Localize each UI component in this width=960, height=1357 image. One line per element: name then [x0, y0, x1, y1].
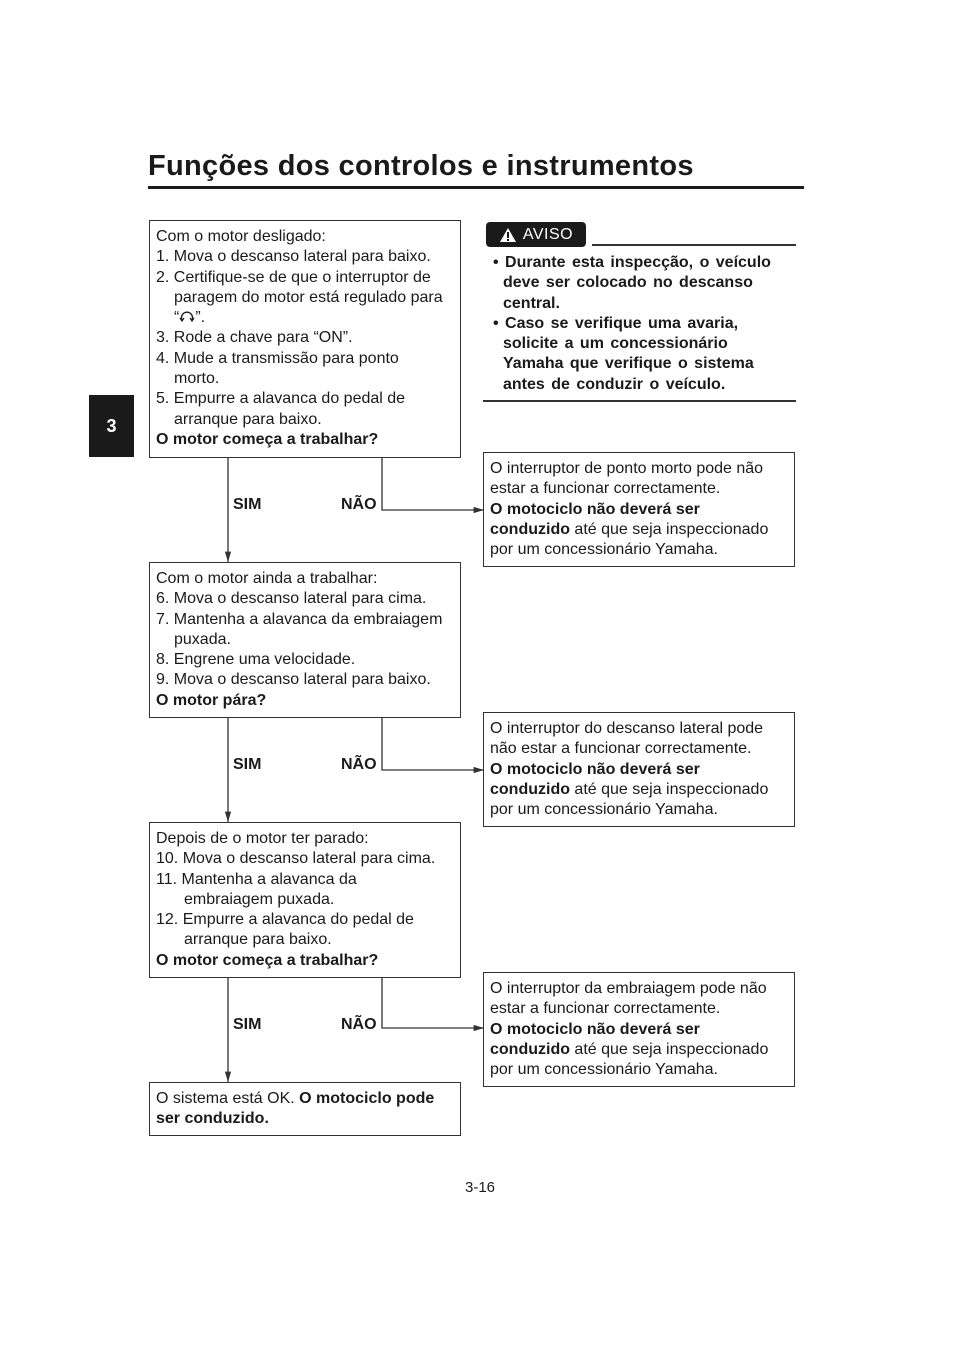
step-item-4-cont: morto. [174, 370, 220, 388]
warning-label: AVISO [522, 225, 574, 243]
step-question: O motor pára? [156, 691, 267, 709]
no-connector-2 [382, 717, 484, 770]
step-item-9: 9. Mova o descanso lateral para baixo. [156, 671, 431, 689]
warning-badge [486, 222, 586, 247]
step-item-8: 8. Engrene uma velocidade. [156, 651, 356, 669]
step-item-5-cont: arranque para baixo. [174, 410, 322, 428]
step-box-2 [149, 562, 461, 718]
step-item-10: 10. Mova o descanso lateral para cima. [156, 850, 436, 868]
answer-yes-1: SIM [233, 496, 262, 513]
step-item-11-cont: embraiagem puxada. [184, 890, 335, 908]
warning-bullet-1: • Durante esta inspecção, o veículo deve ser colocado no descanso central. [493, 254, 771, 312]
step-item-2: 2. Certifique-se de que o interruptor de [156, 268, 431, 286]
page-title: Funções dos controlos e instrumentos [148, 150, 694, 182]
warning-text [483, 253, 783, 395]
step-item-7-cont: puxada. [174, 630, 231, 648]
answer-yes-2: SIM [233, 756, 262, 773]
fault-box-3: O interruptor da embraiagem pode não estar a funcionar correctamente. O motociclo não deverá ser conduzido até que seja inspeccionado por um concessionário Yamaha. [483, 972, 795, 1087]
result-ok-box: O sistema está OK. O motociclo pode ser conduzido. [149, 1082, 461, 1136]
step-item-12-cont: arranque para baixo. [184, 931, 332, 949]
no-connector-3 [382, 977, 484, 1028]
answer-no-2: NÃO [341, 756, 377, 773]
step-item-3: 3. Rode a chave para “ON”. [156, 329, 353, 347]
step-question: O motor começa a trabalhar? [156, 430, 379, 448]
chapter-tab: 3 [89, 395, 134, 457]
step-box-1 [149, 220, 461, 458]
step-item-5: 5. Empurre a alavanca do pedal de [156, 390, 406, 408]
fault-box-2: O interruptor do descanso lateral pode não estar a funcionar correctamente. O motociclo não deverá ser conduzido até que seja inspeccionado por um concessionário Yamaha. [483, 712, 795, 827]
warning-top-rule [592, 244, 796, 246]
step-item-12: 12. Empurre a alavanca do pedal de [156, 911, 414, 929]
step-intro: Com o motor desligado: [156, 228, 326, 245]
step-item-4: 4. Mude a transmissão para ponto [156, 349, 399, 367]
step-item-2-symbol-line: “ ”. [174, 309, 206, 327]
step-item-7: 7. Mantenha a alavanca da embraiagem [156, 610, 443, 628]
answer-no-3: NÃO [341, 1016, 377, 1033]
warning-triangle-icon [499, 227, 517, 243]
step-item-6: 6. Mova o descanso lateral para cima. [156, 590, 427, 608]
step-item-11: 11. Mantenha a alavanca da [156, 870, 357, 888]
step-intro: Com o motor ainda a trabalhar: [156, 570, 378, 587]
engine-run-switch-icon [179, 310, 195, 324]
page-number: 3-16 [464, 1179, 496, 1196]
answer-yes-3: SIM [233, 1016, 262, 1033]
warning-bottom-rule [483, 400, 796, 402]
step-item-1: 1. Mova o descanso lateral para baixo. [156, 248, 431, 266]
step-item-2-cont: paragem do motor está regulado para [174, 288, 443, 306]
no-connector-1 [382, 457, 484, 510]
step-box-3 [149, 822, 461, 978]
fault-box-1: O interruptor de ponto morto pode não estar a funcionar correctamente. O motociclo não deverá ser conduzido até que seja inspeccionado por um concessionário Yamaha. [483, 452, 795, 567]
step-intro: Depois de o motor ter parado: [156, 830, 369, 847]
warning-bullet-2: • Caso se verifique uma avaria, solicite a um concessionário Yamaha que verifique o sistema antes de conduzir o veículo. [493, 314, 754, 393]
step-question: O motor começa a trabalhar? [156, 951, 379, 969]
answer-no-1: NÃO [341, 496, 377, 513]
